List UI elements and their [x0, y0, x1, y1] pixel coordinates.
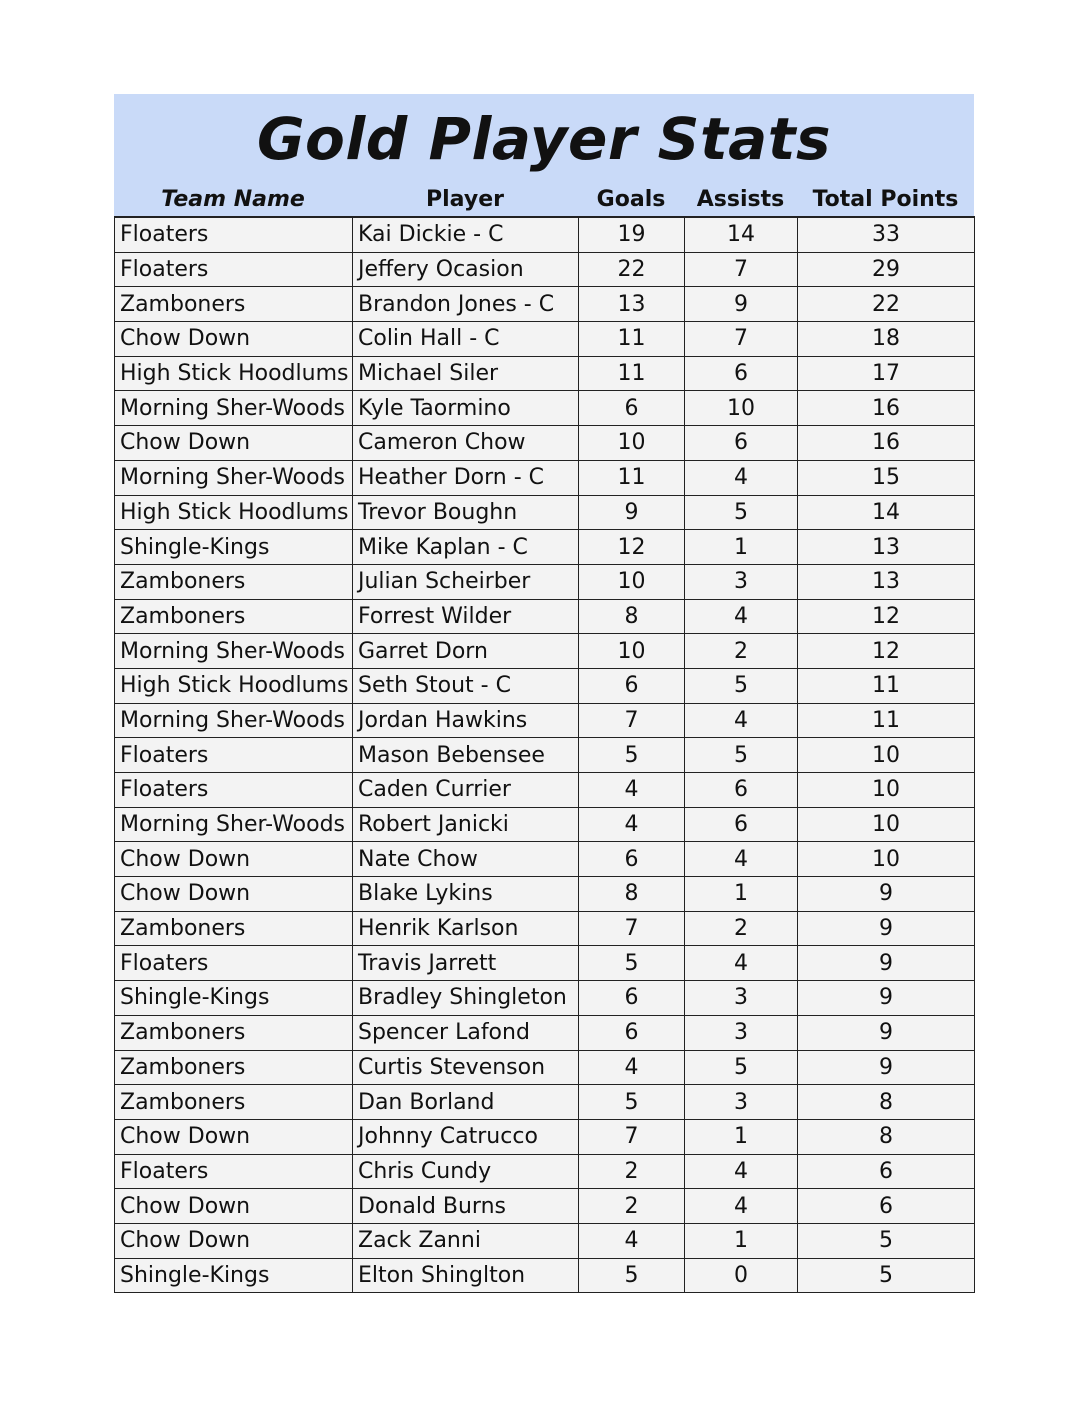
goals-cell: 8 — [579, 599, 685, 634]
goals-cell: 6 — [579, 981, 685, 1016]
table-row — [115, 773, 975, 808]
team-name-cell: Chow Down — [115, 877, 353, 912]
total-points-cell: 9 — [798, 946, 975, 981]
goals-cell: 22 — [579, 252, 685, 287]
goals-cell: 7 — [579, 703, 685, 738]
assists-cell: 5 — [685, 1050, 798, 1085]
player-name-cell: Kyle Taormino — [353, 391, 579, 426]
player-name-cell: Robert Janicki — [353, 807, 579, 842]
table-row — [115, 738, 975, 773]
player-name-cell: Jordan Hawkins — [353, 703, 579, 738]
table-row — [115, 530, 975, 565]
team-name-cell: High Stick Hoodlums — [115, 495, 353, 530]
player-stats-body — [115, 217, 975, 1293]
total-points-cell: 14 — [798, 495, 975, 530]
assists-cell: 6 — [685, 356, 798, 391]
assists-cell: 14 — [685, 217, 798, 252]
total-points-cell: 12 — [798, 599, 975, 634]
column-headers — [114, 184, 974, 216]
assists-cell: 3 — [685, 1085, 798, 1120]
assists-cell: 5 — [685, 668, 798, 703]
player-stats-table — [114, 216, 975, 1293]
assists-cell: 4 — [685, 599, 798, 634]
player-name-cell: Forrest Wilder — [353, 599, 579, 634]
assists-cell: 6 — [685, 426, 798, 461]
assists-cell: 4 — [685, 842, 798, 877]
total-points-cell: 12 — [798, 634, 975, 669]
player-name-cell: Johnny Catrucco — [353, 1119, 579, 1154]
table-row — [115, 1154, 975, 1189]
team-name-cell: Shingle-Kings — [115, 1258, 353, 1293]
team-name-cell: Morning Sher-Woods — [115, 391, 353, 426]
table-row — [115, 877, 975, 912]
assists-cell: 5 — [685, 495, 798, 530]
team-name-cell: Chow Down — [115, 1223, 353, 1258]
player-name-cell: Trevor Boughn — [353, 495, 579, 530]
total-points-cell: 9 — [798, 911, 975, 946]
team-name-cell: Floaters — [115, 217, 353, 252]
team-name-cell: High Stick Hoodlums — [115, 668, 353, 703]
player-name-cell: Nate Chow — [353, 842, 579, 877]
player-name-cell: Caden Currier — [353, 773, 579, 808]
team-name-cell: Floaters — [115, 1154, 353, 1189]
page-title: Gold Player Stats — [256, 105, 832, 173]
team-name-cell: Floaters — [115, 946, 353, 981]
total-points-cell: 13 — [798, 530, 975, 565]
team-name-cell: Zamboners — [115, 287, 353, 322]
player-name-cell: Michael Siler — [353, 356, 579, 391]
total-points-cell: 16 — [798, 391, 975, 426]
assists-cell: 5 — [685, 738, 798, 773]
table-row — [115, 252, 975, 287]
total-points-cell: 5 — [798, 1223, 975, 1258]
team-name-cell: Chow Down — [115, 842, 353, 877]
table-row — [115, 495, 975, 530]
team-name-cell: Morning Sher-Woods — [115, 460, 353, 495]
table-row — [115, 1223, 975, 1258]
total-points-cell: 11 — [798, 668, 975, 703]
total-points-cell: 8 — [798, 1085, 975, 1120]
goals-cell: 10 — [579, 634, 685, 669]
team-name-cell: High Stick Hoodlums — [115, 356, 353, 391]
team-name-cell: Zamboners — [115, 1085, 353, 1120]
assists-cell: 6 — [685, 773, 798, 808]
player-name-cell: Seth Stout - C — [353, 668, 579, 703]
total-points-cell: 5 — [798, 1258, 975, 1293]
assists-cell: 1 — [685, 877, 798, 912]
total-points-cell: 15 — [798, 460, 975, 495]
player-name-cell: Mike Kaplan - C — [353, 530, 579, 565]
total-points-cell: 33 — [798, 217, 975, 252]
column-header-assists: Assists — [696, 187, 785, 212]
assists-cell: 4 — [685, 1189, 798, 1224]
player-name-cell: Colin Hall - C — [353, 322, 579, 357]
player-name-cell: Donald Burns — [353, 1189, 579, 1224]
total-points-cell: 29 — [798, 252, 975, 287]
goals-cell: 7 — [579, 1119, 685, 1154]
player-name-cell: Garret Dorn — [353, 634, 579, 669]
team-name-cell: Zamboners — [115, 599, 353, 634]
player-name-cell: Heather Dorn - C — [353, 460, 579, 495]
table-row — [115, 634, 975, 669]
table-row — [115, 946, 975, 981]
column-header-team: Team Name — [161, 187, 305, 212]
team-name-cell: Zamboners — [115, 1015, 353, 1050]
goals-cell: 19 — [579, 217, 685, 252]
total-points-cell: 10 — [798, 773, 975, 808]
team-name-cell: Shingle-Kings — [115, 981, 353, 1016]
total-points-cell: 9 — [798, 1015, 975, 1050]
goals-cell: 12 — [579, 530, 685, 565]
goals-cell: 5 — [579, 738, 685, 773]
player-name-cell: Kai Dickie - C — [353, 217, 579, 252]
goals-cell: 11 — [579, 356, 685, 391]
column-header-total-points: Total Points — [812, 187, 959, 212]
player-name-cell: Dan Borland — [353, 1085, 579, 1120]
goals-cell: 7 — [579, 911, 685, 946]
table-row — [115, 1189, 975, 1224]
assists-cell: 4 — [685, 703, 798, 738]
total-points-cell: 10 — [798, 807, 975, 842]
player-name-cell: Julian Scheirber — [353, 564, 579, 599]
goals-cell: 2 — [579, 1189, 685, 1224]
goals-cell: 4 — [579, 807, 685, 842]
table-row — [115, 460, 975, 495]
goals-cell: 5 — [579, 1085, 685, 1120]
total-points-cell: 9 — [798, 981, 975, 1016]
player-name-cell: Mason Bebensee — [353, 738, 579, 773]
total-points-cell: 16 — [798, 426, 975, 461]
total-points-cell: 17 — [798, 356, 975, 391]
table-row — [115, 668, 975, 703]
total-points-cell: 11 — [798, 703, 975, 738]
assists-cell: 6 — [685, 807, 798, 842]
player-name-cell: Travis Jarrett — [353, 946, 579, 981]
assists-cell: 2 — [685, 634, 798, 669]
goals-cell: 11 — [579, 460, 685, 495]
assists-cell: 4 — [685, 1154, 798, 1189]
player-name-cell: Zack Zanni — [353, 1223, 579, 1258]
table-row — [115, 599, 975, 634]
player-name-cell: Brandon Jones - C — [353, 287, 579, 322]
goals-cell: 10 — [579, 564, 685, 599]
team-name-cell: Floaters — [115, 252, 353, 287]
team-name-cell: Zamboners — [115, 564, 353, 599]
goals-cell: 6 — [579, 1015, 685, 1050]
total-points-cell: 22 — [798, 287, 975, 322]
assists-cell: 3 — [685, 564, 798, 599]
player-name-cell: Chris Cundy — [353, 1154, 579, 1189]
assists-cell: 2 — [685, 911, 798, 946]
total-points-cell: 6 — [798, 1189, 975, 1224]
table-row — [115, 842, 975, 877]
team-name-cell: Floaters — [115, 773, 353, 808]
table-row — [115, 703, 975, 738]
total-points-cell: 18 — [798, 322, 975, 357]
table-row — [115, 1085, 975, 1120]
assists-cell: 3 — [685, 981, 798, 1016]
goals-cell: 4 — [579, 773, 685, 808]
assists-cell: 1 — [685, 1223, 798, 1258]
player-name-cell: Spencer Lafond — [353, 1015, 579, 1050]
team-name-cell: Chow Down — [115, 322, 353, 357]
player-name-cell: Bradley Shingleton — [353, 981, 579, 1016]
table-row — [115, 322, 975, 357]
team-name-cell: Chow Down — [115, 1119, 353, 1154]
team-name-cell: Zamboners — [115, 1050, 353, 1085]
assists-cell: 7 — [685, 252, 798, 287]
assists-cell: 4 — [685, 460, 798, 495]
team-name-cell: Zamboners — [115, 911, 353, 946]
player-name-cell: Henrik Karlson — [353, 911, 579, 946]
assists-cell: 3 — [685, 1015, 798, 1050]
total-points-cell: 9 — [798, 1050, 975, 1085]
goals-cell: 9 — [579, 495, 685, 530]
table-row — [115, 356, 975, 391]
table-row — [115, 1050, 975, 1085]
goals-cell: 4 — [579, 1223, 685, 1258]
goals-cell: 8 — [579, 877, 685, 912]
total-points-cell: 8 — [798, 1119, 975, 1154]
table-row — [115, 981, 975, 1016]
team-name-cell: Shingle-Kings — [115, 530, 353, 565]
team-name-cell: Morning Sher-Woods — [115, 634, 353, 669]
player-name-cell: Cameron Chow — [353, 426, 579, 461]
assists-cell: 10 — [685, 391, 798, 426]
goals-cell: 6 — [579, 668, 685, 703]
goals-cell: 2 — [579, 1154, 685, 1189]
table-row — [115, 1258, 975, 1293]
total-points-cell: 13 — [798, 564, 975, 599]
team-name-cell: Chow Down — [115, 426, 353, 461]
table-row — [115, 391, 975, 426]
table-row — [115, 807, 975, 842]
sheet-header — [114, 94, 974, 216]
assists-cell: 7 — [685, 322, 798, 357]
goals-cell: 5 — [579, 1258, 685, 1293]
player-name-cell: Curtis Stevenson — [353, 1050, 579, 1085]
table-row — [115, 564, 975, 599]
total-points-cell: 10 — [798, 738, 975, 773]
column-header-player: Player — [426, 187, 504, 212]
assists-cell: 0 — [685, 1258, 798, 1293]
goals-cell: 10 — [579, 426, 685, 461]
player-name-cell: Elton Shinglton — [353, 1258, 579, 1293]
stats-sheet — [114, 94, 974, 1293]
table-row — [115, 287, 975, 322]
team-name-cell: Chow Down — [115, 1189, 353, 1224]
goals-cell: 4 — [579, 1050, 685, 1085]
goals-cell: 5 — [579, 946, 685, 981]
assists-cell: 1 — [685, 530, 798, 565]
team-name-cell: Morning Sher-Woods — [115, 703, 353, 738]
table-row — [115, 1015, 975, 1050]
goals-cell: 13 — [579, 287, 685, 322]
player-name-cell: Jeffery Ocasion — [353, 252, 579, 287]
table-row — [115, 217, 975, 252]
total-points-cell: 6 — [798, 1154, 975, 1189]
goals-cell: 6 — [579, 391, 685, 426]
table-row — [115, 1119, 975, 1154]
team-name-cell: Morning Sher-Woods — [115, 807, 353, 842]
total-points-cell: 9 — [798, 877, 975, 912]
column-header-goals: Goals — [596, 187, 666, 212]
goals-cell: 6 — [579, 842, 685, 877]
team-name-cell: Floaters — [115, 738, 353, 773]
total-points-cell: 10 — [798, 842, 975, 877]
player-name-cell: Blake Lykins — [353, 877, 579, 912]
table-row — [115, 426, 975, 461]
assists-cell: 4 — [685, 946, 798, 981]
goals-cell: 11 — [579, 322, 685, 357]
table-row — [115, 911, 975, 946]
assists-cell: 9 — [685, 287, 798, 322]
assists-cell: 1 — [685, 1119, 798, 1154]
